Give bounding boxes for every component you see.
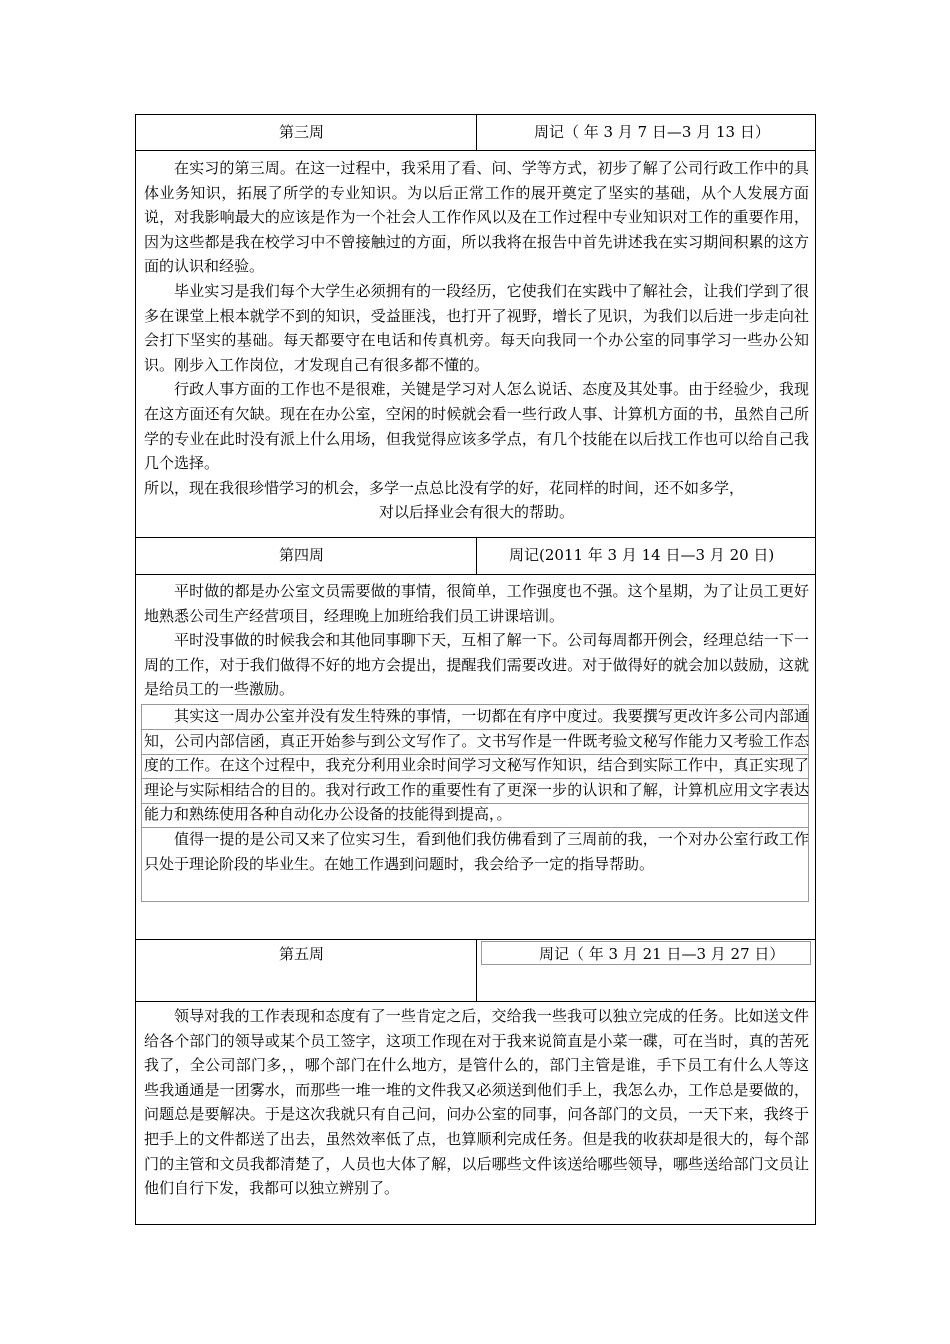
week5-paragraph: 领导对我的工作表现和态度有了一些肯定之后，交给我一些我可以独立完成的任务。比如送文件给各个部门的领导或某个员工签字，这项工作现在对于我来说简直是小菜一碟，可在当时，真的苦死我了，全公司部门多，，哪个部门在什么地方，是管什么的，部门主管是谁，手下员工有什么人等这些我通通是一团雾水，而那些一堆一堆的文件我又必须送到他们手上，我怎么办，工作总是要做的，问题总是要解决。于是这次我就只有自己问，问办公室的同事，问各部门的文员，一天下来，我终于把手上的文件都送了出去，虽然效率低了点，也算顺利完成任务。但是我的收获却是很大的，每个部门的主管和文员我都清楚了，人员也大体了解，以后哪些文件该送给哪些领导，哪些送给部门文员让他们自行下发，我都可以独立辨别了。	[144, 1007, 809, 1198]
week3-paragraph: 毕业实习是我们每个大学生必须拥有的一段经历，它使我们在实践中了解社会，让我们学到了很多在课堂上根本就学不到的知识，受益匪浅，也打开了视野，增长了见识，为我们以后进一步走向社会打下坚实的基础。每天都要守在电话和传真机旁。每天向我同一个办公室的同事学习一些办公知识。刚步入工作岗位，才发现自己有很多都不懂的。	[144, 281, 809, 374]
weekly-journal-table	[135, 114, 816, 1225]
week4-paragraph: 值得一提的是公司又来了位实习生，看到他们我仿佛看到了三周前的我，一个对办公室行政工作只处于理论阶段的毕业生。在她工作遇到问题时，我会给予一定的指导帮助。	[144, 829, 809, 873]
week3-paragraph: 行政人事方面的工作也不是很难，关键是学习对人怎么说话、态度及其处事。由于经验少，我现在这方面还有欠缺。现在在办公室，空闲的时候就会看一些行政人事、计算机方面的书，虽然自己所学的专业在此时没有派上什么用场，但我觉得应该多学点，有几个技能在以后找工作也可以给自己我几个选择。	[144, 380, 809, 473]
week3-title: 第三周	[279, 123, 325, 141]
week3-paragraph: 所以，现在我很珍惜学习的机会，多学一点总比没有学的好，花同样的时间，还不如多学，	[144, 478, 745, 497]
week5-date: 周记（ 年 3 月 21 日—3 月 27 日）	[539, 945, 785, 963]
column-divider	[476, 537, 477, 574]
week5-body	[144, 1004, 809, 1201]
week5-title: 第五周	[279, 945, 325, 963]
row-divider	[136, 574, 815, 575]
week3-body	[144, 156, 809, 525]
week4-paragraph: 平时没事做的时候我会和其他同事聊下天，互相了解一下。公司每周都开例会，经理总结一下一周的工作，对于我们做得不好的地方会提出，提醒我们需要改进。对于做得好的就会加以鼓励，这就是给员工的一些激励。	[144, 631, 809, 699]
week4-paragraph: 平时做的都是办公室文员需要做的事情，很简单，工作强度也不强。这个星期，为了让员工更好地熟悉公司生产经营项目，经理晚上加班给我们员工讲课培训。	[144, 582, 809, 625]
column-divider	[476, 939, 477, 1001]
row-divider	[136, 1001, 815, 1002]
week4-body-intro	[144, 579, 809, 702]
week4-body-framed	[144, 704, 809, 876]
week4-title: 第四周	[279, 546, 325, 564]
week4-date: 周记(2011 年 3 月 14 日—3 月 20 日)	[509, 546, 775, 564]
week4-paragraph: 其实这一周办公室并没有发生特殊的事情，一切都在有序中度过。我要撰写更改许多公司内部通知，公司内部信函，真正开始参与到公文写作了。文书写作是一件既考验文秘写作能力又考验工作态度的工作。在这个过程中，我充分利用业余时间学习文秘写作知识，结合到实际工作中，真正实现了理论与实际相结合的目的。我对行政工作的重要性有了更深一步的认识和了解，计算机应用文字表达能力和熟练使用各种自动化办公设备的技能得到提高，。	[144, 707, 809, 824]
week3-paragraph: 对以后择业会有很大的帮助。	[378, 503, 574, 522]
row-divider	[136, 150, 815, 151]
week3-date: 周记（ 年 3 月 7 日—3 月 13 日）	[534, 123, 770, 141]
column-divider	[476, 115, 477, 150]
week3-paragraph: 在实习的第三周。在这一过程中，我采用了看、问、学等方式，初步了解了公司行政工作中的具体业务知识，拓展了所学的专业知识。为以后正常工作的展开奠定了坚实的基础，从个人发展方面说，对我影响最大的应该是作为一个社会人工作作风以及在工作过程中专业知识对工作的重要作用，因为这些都是我在校学习中不曾接触过的方面，所以我将在报告中首先讲述我在实习期间积累的这方面的认识和经验。	[144, 159, 809, 276]
